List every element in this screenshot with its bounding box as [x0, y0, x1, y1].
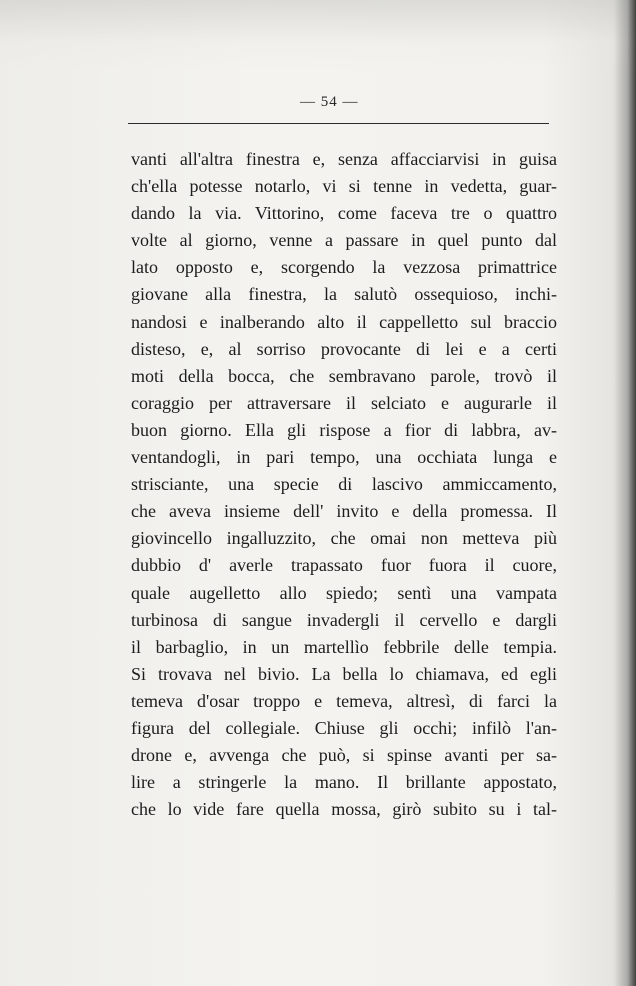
text-line: che aveva insieme dell' invito e della promessa. Il [131, 501, 557, 522]
page-number: — 54 — [300, 94, 359, 110]
text-line: nandosi e inalberando alto il cappelletto sul braccio [131, 311, 557, 332]
text-line: temeva d'osar troppo e temeva, altresì, di farci la [131, 690, 557, 711]
text-line: il barbaglio, in un martellìo febbrile delle tempia. [131, 636, 557, 657]
text-line: Si trovava nel bivio. La bella lo chiamava, ed egli [131, 663, 557, 684]
text-line: buon giorno. Ella gli rispose a fior di labbra, av- [131, 419, 557, 440]
text-line: strisciante, una specie di lascivo ammiccamento, [131, 474, 557, 495]
text-line: turbinosa di sangue invadergli il cervello e dargli [131, 609, 557, 630]
text-line: vanti all'altra finestra e, senza affacciarvisi in guisa [131, 149, 557, 169]
text-line: dubbio d' averle trapassato fuor fuora il cuore, [131, 555, 557, 576]
text-line: coraggio per attraversare il selciato e augurarle il [131, 392, 557, 413]
text-line: dando la via. Vittorino, come faceva tre o quattro [131, 203, 557, 224]
text-line: quale augelletto allo spiedo; sentì una vampata [131, 582, 557, 603]
text-line: lato opposto e, scorgendo la vezzosa primattrice [131, 257, 557, 278]
text-line: giovane alla finestra, la salutò ossequioso, inchi- [131, 284, 557, 305]
top-shadow [0, 0, 636, 70]
text-line: drone e, avvenga che può, si spinse avanti per sa- [131, 745, 557, 766]
text-line: disteso, e, al sorriso provocante di lei e a certi [131, 338, 557, 359]
text-line: volte al giorno, venne a passare in quel punto dal [131, 230, 557, 251]
text-line: giovincello ingalluzzito, che omai non metteva più [131, 528, 557, 549]
text-line: figura del collegiale. Chiuse gli occhi; infilò l'an- [131, 717, 557, 738]
text-line: lire a stringerle la mano. Il brillante appostato, [131, 772, 557, 793]
body-text [131, 146, 557, 823]
text-line: moti della bocca, che sembravano parole, trovò il [131, 365, 557, 386]
text-line: ventandogli, in pari tempo, una occhiata lunga e [131, 447, 557, 468]
header-rule [128, 123, 549, 124]
page-edge-shadow [614, 0, 636, 986]
text-line: che lo vide fare quella mossa, girò subito su i tal- [131, 799, 557, 820]
text-line: ch'ella potesse notarlo, vi si tenne in vedetta, guar- [131, 176, 557, 197]
